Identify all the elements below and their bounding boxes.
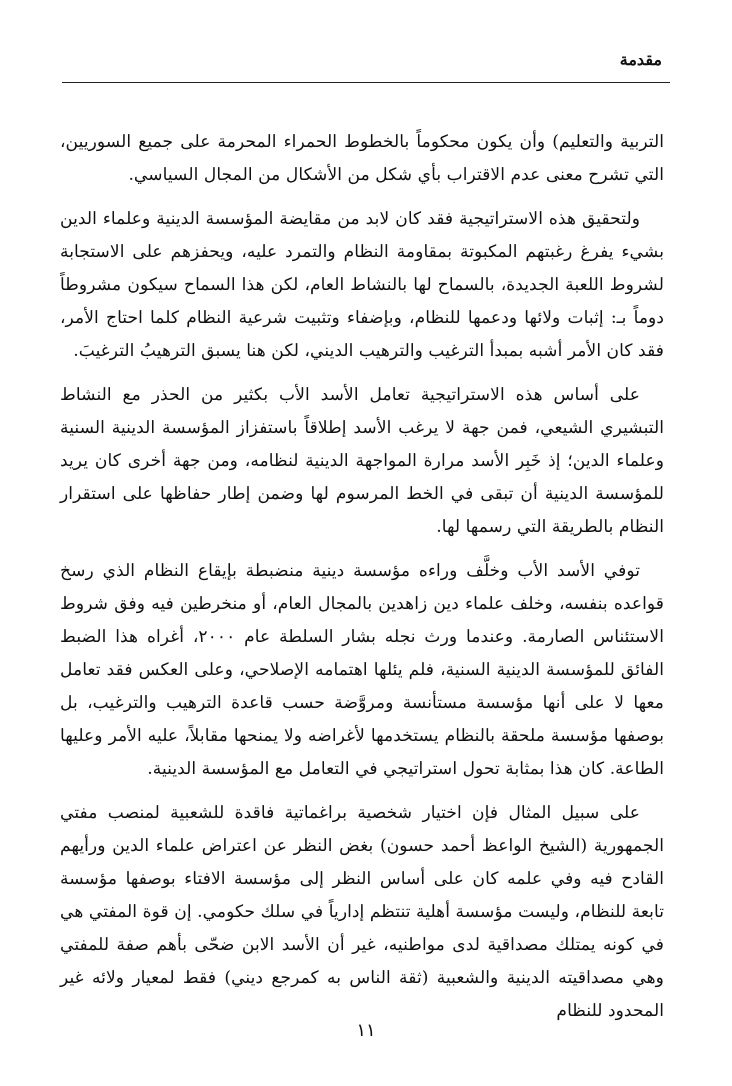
paragraph: توفي الأسد الأب وخلَّف وراءه مؤسسة دينية منضبطة بإيقاع النظام الذي رسخ قواعده بنفسه، وخلف علماء دين زاهدين بالمجال العام، أو منخرطين فيه وفق شروط الاستئناس الصارمة. وعندما ورث نجله بشار السلطة عام ٢٠٠٠، أغراه هذا الضبط الفائق للمؤسسة الدينية السنية، فلم يئلها اهتمامه الإصلاحي، وعلى العكس فقد تعامل معها لا على أنها مؤسسة مستأنسة ومروَّضة حسب قاعدة الترهيب والترغيب، بل بوصفها مؤسسة ملحقة بالنظام يستخدمها لأغراضه ولا يمنحها مقابلاً، عليه الأمر وعليها الطاعة. كان هذا بمثابة تحول استراتيجي في التعامل مع المؤسسة الدينية. <box>60 561 664 779</box>
running-header-title: مقدمة <box>619 50 662 69</box>
paragraph: التربية والتعليم) وأن يكون محكوماً بالخطوط الحمراء المحرمة على جميع السوريين، التي تشرح معنى عدم الاقتراب بأي شكل من الأشكال من المجال السياسي. <box>60 132 664 185</box>
page-number: ١١ <box>356 1020 376 1041</box>
paragraph: ولتحقيق هذه الاستراتيجية فقد كان لابد من مقايضة المؤسسة الدينية وعلماء الدين بشيء يفرغ رغبتهم المكبوتة بمقاومة النظام والتمرد عليه، ويحفزهم على الاستجابة لشروط اللعبة الجديدة، بالسماح لها بالنشاط العام، لكن هذا السماح سيكون مشروطاً دوماً بـ: إثبات ولائها ودعمها للنظام، وبإضفاء وتثبيت شرعية النظام كلما احتاج الأمر، فقد كان الأمر أشبه بمبدأ الترغيب والترهيب الديني، لكن هنا يسبق الترهيبُ الترغيبَ. <box>60 209 664 361</box>
body-text <box>60 126 664 1039</box>
header-rule <box>62 82 670 83</box>
paragraph: على سبيل المثال فإن اختيار شخصية براغماتية فاقدة للشعبية لمنصب مفتي الجمهورية (الشيخ الواعظ أحمد حسون) بغض النظر عن اعتراض علماء الدين ورأيهم القادح فيه وفي علمه كان على أساس النظر إلى مؤسسة الافتاء بوصفها مؤسسة تابعة للنظام، وليست مؤسسة أهلية تنتظم إدارياً في سلك حكومي. إن قوة المفتي هي في كونه يمتلك مصداقية لدى مواطنيه، غير أن الأسد الابن ضحّى بأهم صفة للمفتي وهي مصداقيته الدينية والشعبية (ثقة الناس به كمرجع ديني) فقط لمعيار ولائه غير المحدود للنظام <box>60 803 664 1021</box>
paragraph: على أساس هذه الاستراتيجية تعامل الأسد الأب بكثير من الحذر مع النشاط التبشيري الشيعي، فمن جهة لا يرغب الأسد إطلاقاً باستفزاز المؤسسة الدينية السنية وعلماء الدين؛ إذ خَبِر الأسد مرارة المواجهة الدينية لنظامه، ومن جهة أخرى كان يريد للمؤسسة الدينية أن تبقى في الخط المرسوم لها وضمن إطار حفاظها على استقرار النظام بالطريقة التي رسمها لها. <box>60 385 664 537</box>
